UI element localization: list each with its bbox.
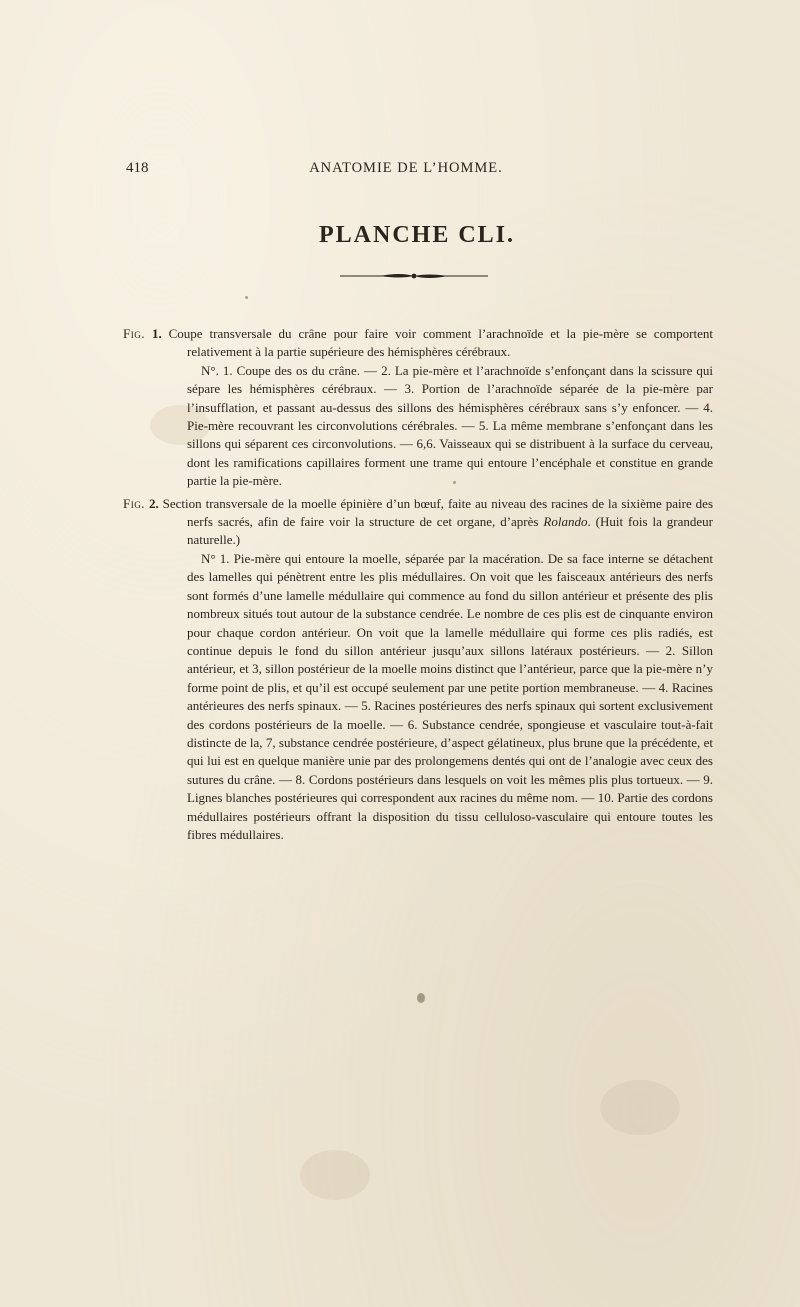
- paper-stain: [600, 1080, 680, 1135]
- figure-caption-text: Section transversale de la moelle épinière d’un bœuf, faite au niveau des racines de la sixième paire des nerfs sacrés, afin de faire voir la structure de cet organe, d’après: [162, 495, 714, 530]
- author-name: Rolando: [543, 514, 588, 530]
- figure-label: Fig.: [123, 326, 145, 341]
- running-head: [126, 160, 686, 180]
- figure-caption-text-end: . (Huit fois la grandeur naturelle.): [187, 514, 713, 548]
- figure-caption-text: Coupe transversale du crâne pour faire voir comment l’arachnoïde et la pie-mère se comportent relativement à la partie supérieure des hémisphères cérébraux.: [168, 326, 714, 360]
- plate-explanation: [123, 325, 713, 844]
- plate-title: PLANCHE CLI.: [318, 222, 516, 248]
- figure-2-legend: N° 1. Pie-mère qui entoure la moelle, séparée par la macération. De sa face interne se détachent des lamelles qui pénètrent entre les plis médullaires. On voit que les faisceaux antérieurs des nerfs sont formés d’une lamelle médullaire qui commence au fond du sillon antérieur et présente des plis nombreux situés tout autour de la substance cendrée. Le nombre de ces plis est de cinquante environ pour chaque cordon antérieur. On voit que la lamelle médullaire qui forme ces plis radiés, est continue depuis le fond du sillon antérieur jusqu’aux sillons latéraux postérieurs. — 2. Sillon antérieur, et 3, sillon postérieur de la moelle moins distinct que l’antérieur, parce que la pie-mère n’y forme point de plis, et qu’il est occupé seulement par une petite portion membraneuse. — 4. Racines antérieures des nerfs spinaux. — 5. Racines postérieures des nerfs spinaux qui sortent exclusivement des cordons postérieurs de la moelle. — 6. Substance cendrée, spongieuse et vasculaire tout-à-fait distincte de la, 7, substance cendrée postérieure, d’aspect gélatineux, plus brune que la précédente, et qui lui est en quelque manière unie par des prolongemens dentés qui ont de l’analogie avec ceux des sutures du crâne. — 8. Cordons postérieurs dans lesquels on voit les mêmes plis plus tortueux. — 9. Lignes blanches postérieures qui correspondent aux racines du même nom. — 10. Partie des cordons médullaires postérieurs offrant la disposition du tissu celluloso-vasculaire qui entoure toutes les fibres médullaires.: [187, 550, 713, 842]
- figure-label: Fig.: [123, 495, 145, 511]
- figure-number: 1.: [151, 326, 162, 341]
- figure-1-caption: [123, 325, 713, 362]
- running-title: ANATOMIE DE L’HOMME.: [309, 160, 503, 176]
- paper-stain: [300, 1150, 370, 1200]
- ink-spot: [417, 993, 425, 1003]
- ink-spot: [245, 296, 248, 299]
- figure-2-caption: [123, 495, 713, 550]
- title-rule-ornament: [340, 269, 488, 283]
- ink-spot: [453, 481, 456, 484]
- figure-number: 2.: [148, 495, 159, 511]
- figure-1-legend: N°. 1. Coupe des os du crâne. — 2. La pie-mère et l’arachnoïde s’enfonçant dans la scissure qui sépare les hémisphères cérébraux. — 3. Portion de l’arachnoïde séparée de la pie-mère par l’insufflation, et passant au-dessus des sillons des hémisphères cérébraux sans s’y enfoncer. — 4. Pie-mère recouvrant les circonvolutions cérébrales. — 5. La même membrane s’enfonçant dans les sillons qui séparent ces circonvolutions. — 6,6. Vaisseaux qui se distribuent à la surface du cerveau, dont les ramifications capillaires forment une trame qui entoure l’encéphale et constitue en grande partie la pie-mère.: [187, 362, 713, 489]
- page-number: 418: [126, 160, 149, 176]
